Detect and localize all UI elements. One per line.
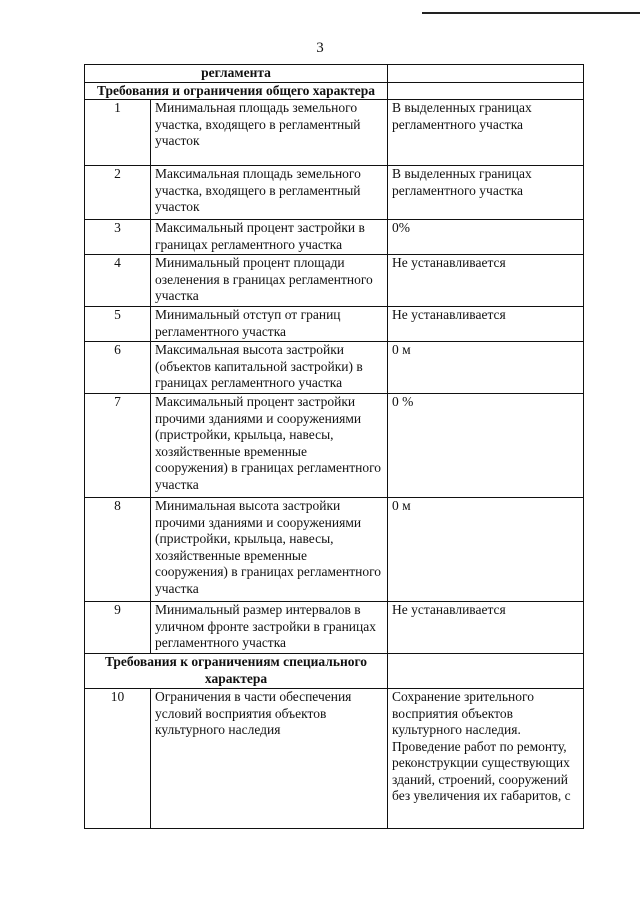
row-number: 3 (85, 220, 151, 255)
row-value: 0 м (388, 342, 584, 394)
header-cell-empty (388, 82, 584, 100)
row-parameter: Минимальная площадь земельного участка, входящего в регламентный участок (151, 100, 388, 166)
row-value: 0 м (388, 498, 584, 602)
table-row (85, 100, 584, 166)
row-number: 7 (85, 394, 151, 498)
row-number: 8 (85, 498, 151, 602)
row-parameter: Минимальная высота застройки прочими зданиями и сооружениями (пристройки, крыльца, навесы, хозяйственные временные сооружения) в границах регламентного участка (151, 498, 388, 602)
row-parameter: Максимальная площадь земельного участка, входящего в регламентный участок (151, 166, 388, 220)
table-row (85, 689, 584, 829)
table-row (85, 307, 584, 342)
table-row (85, 342, 584, 394)
row-value: Сохранение зрительного восприятия объектов культурного наследия. Проведение работ по ремонту, реконструкции существующих зданий, строений, сооружений без увеличения их габаритов, с (388, 689, 584, 829)
row-value: 0 % (388, 394, 584, 498)
row-value: В выделенных границах регламентного участка (388, 100, 584, 166)
table-row (85, 394, 584, 498)
top-rule (422, 12, 640, 14)
table-header-row (85, 65, 584, 83)
table-row (85, 255, 584, 307)
row-number: 9 (85, 602, 151, 654)
row-parameter: Максимальная высота застройки (объектов капитальной застройки) в границах регламентного участка (151, 342, 388, 394)
row-value: Не устанавливается (388, 307, 584, 342)
header-cell-empty (388, 654, 584, 689)
row-parameter: Ограничения в части обеспечения условий восприятия объектов культурного наследия (151, 689, 388, 829)
row-parameter: Максимальный процент застройки в границах регламентного участка (151, 220, 388, 255)
row-number: 6 (85, 342, 151, 394)
regulation-table (84, 64, 584, 829)
row-parameter: Максимальный процент застройки прочими зданиями и сооружениями (пристройки, крыльца, навесы, хозяйственные временные сооружения) в границах регламентного участка (151, 394, 388, 498)
row-parameter: Минимальный процент площади озеленения в границах регламентного участка (151, 255, 388, 307)
row-value: 0% (388, 220, 584, 255)
table-row (85, 498, 584, 602)
row-number: 4 (85, 255, 151, 307)
table-row (85, 166, 584, 220)
header-cell-empty (388, 65, 584, 83)
table-row (85, 602, 584, 654)
row-number: 1 (85, 100, 151, 166)
table-row (85, 220, 584, 255)
page-number: 3 (316, 40, 324, 56)
row-number: 2 (85, 166, 151, 220)
row-parameter: Минимальный отступ от границ регламентного участка (151, 307, 388, 342)
header-cell-reglament: регламента (85, 65, 388, 83)
section-header-general: Требования и ограничения общего характера (85, 82, 388, 100)
row-parameter: Минимальный размер интервалов в уличном фронте застройки в границах регламентного участка (151, 602, 388, 654)
row-value: Не устанавливается (388, 602, 584, 654)
table-header-row (85, 82, 584, 100)
table-header-row (85, 654, 584, 689)
section-header-special: Требования к ограничениям специального характера (85, 654, 388, 689)
row-number: 5 (85, 307, 151, 342)
row-number: 10 (85, 689, 151, 829)
row-value: В выделенных границах регламентного участка (388, 166, 584, 220)
row-value: Не устанавливается (388, 255, 584, 307)
